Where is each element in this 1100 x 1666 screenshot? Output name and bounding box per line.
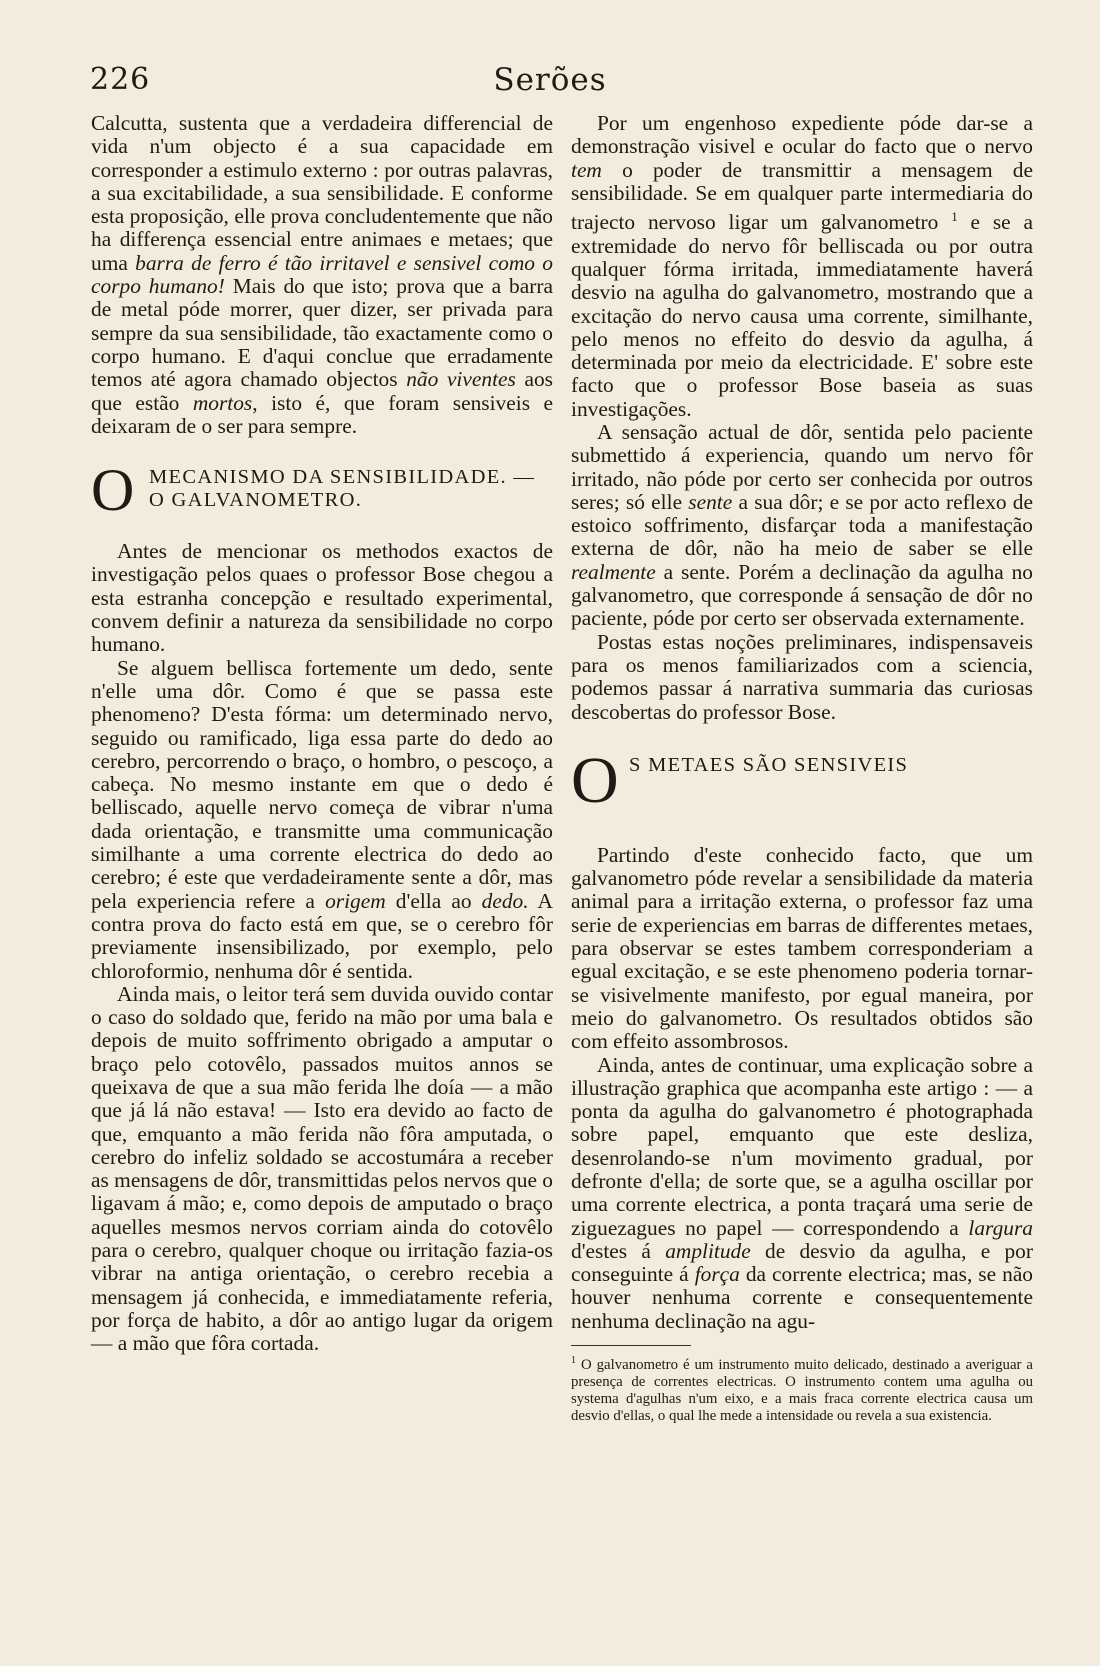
- right-column: [571, 112, 1033, 1425]
- italic-phrase: barra de ferro é tão irritavel e sensivel como o corpo humano!: [91, 250, 553, 299]
- paragraph: Por um engenhoso expediente póde dar-se a demonstração visivel e ocular do facto que o nervo tem o poder de transmittir a mensagem de sensibilidade. Se em qualquer parte intermediaria do trajecto nervoso ligar um galvanometro $^1$ e se a extremidade do nervo fôr belliscada ou por outra qualquer fórma irritada, immediatamente haverá desvio na agulha do galvanometro, mostrando que a excitação do nervo causa uma corrente, similhante, pelo menos no effeito do desvio da agulha, á determinada por meio da electricidade. E' sobre este facto que o professor Bose baseia as suas investigações.: [571, 111, 1033, 421]
- paragraph: Ainda, antes de continuar, uma explicação sobre a illustração graphica que acompanha este artigo : — a ponta da agulha do galvanometro é photographada sobre papel, emquanto que este desliza, desenrolando-se n'um movimento gradual, por defronte d'ella; de sorte que, se a agulha oscillar por uma corrente electrica, a ponta traçará uma serie de ziguezagues no papel — correspondendo a largura d'estes á amplitude de desvio da agulha, e por conseguinte á força da corrente electrica; mas, se não houver nenhuma corrente e consequentemente nenhuma declinação na agu-: [571, 1052, 1034, 1333]
- paragraph: Partindo d'este conhecido facto, que um galvanometro póde revelar a sensibilidade da materia animal para a irritação externa, o professor faz uma serie de experiencias em barras de differentes metaes, para observar se estes tambem corresponderiam a egual excitação, e se este phenomeno poderia tornar-se visivelmente manifesto, por egual maneira, por meio do galvanometro. Os resultados obtidos são com effeito assombrosos.: [571, 842, 1033, 1054]
- paragraph: Antes de mencionar os methodos exactos de investigação pelos quaes o professor Bose chegou a esta estranha concepção e resultado experimental, convem definir a natureza da sensibilidade no corpo humano.: [91, 539, 553, 657]
- italic-word: realmente: [571, 559, 656, 584]
- italic-word: força: [694, 1262, 740, 1287]
- paragraph: Postas estas noções preliminares, indispensaveis para os menos familiarizados com a sciencia, podemos passar á narrativa summaria das curiosas descobertas do professor Bose.: [571, 629, 1033, 724]
- section-heading: [571, 743, 1033, 817]
- footnote-divider: [571, 1345, 691, 1346]
- footnote: $^1$ O galvanometro é um instrumento muito delicado, destinado a averiguar a presença de correntes electricas. O instrumento contem uma agulha ou systema d'agulhas n'um eixo, e a mais fraca corrente electrica causa um desvio d'ellas, o qual lhe mede a intensidade ou revela a sua existencia.: [571, 1355, 1033, 1424]
- paragraph: Ainda mais, o leitor terá sem duvida ouvido contar o caso do soldado que, ferido na mão por uma bala e depois de muito soffrimento obrigado a amputar o braço pelo cotovêlo, passados muitos annos se queixava de que a sua mão ferida lhe doía — a mão que já lá não estava! — Isto era devido ao facto de que, emquanto a mão ferida não fôra amputada, o cerebro do infeliz soldado se accostumára a receber as mensagens de dôr, transmittidas pelos nervos que o ligavam á mão; e, como depois de amputado o braço aquelles mesmos nervos corriam ainda do cotovêlo para o cerebro, qualquer choque ou irritação fazia-os vibrar na antiga orientação, o cerebro recebia a mensagem já conhecida, e immediatamente referia, por força de habito, a dôr ao antigo lugar da origem — a mão que fôra cortada.: [91, 981, 553, 1356]
- footnote-mark: 1: [571, 1355, 576, 1367]
- left-column: [91, 112, 553, 1356]
- running-title: Serões: [493, 62, 607, 98]
- italic-word: amplitude: [665, 1238, 751, 1263]
- section-heading-text: S METAES SÃO SENSIVEIS: [629, 753, 909, 776]
- drop-cap: O: [91, 457, 135, 524]
- italic-phrase: não viventes: [406, 367, 516, 392]
- paragraph: Calcutta, sustenta que a verdadeira differencial de vida n'um objecto é a sua capacidade em corresponder a estimulo externo : por outras palavras, a sua excitabilidade, a sua sensibilidade. E conforme esta proposição, elle prova concludentemente que não ha differença essencial entre animaes e metaes; que uma barra de ferro é tão irritavel e sensivel como o corpo humano! Mais do que isto; prova que a barra de metal póde morrer, quer dizer, ser privada para sempre da sua sensibilidade, tão exactamente como o corpo humano. E d'aqui conclue que erradamente temos até agora chamado objectos não viventes aos que estão mortos, isto é, que foram sensiveis e deixaram de o ser para sempre.: [91, 111, 554, 438]
- drop-cap: O: [571, 743, 619, 817]
- italic-word: largura: [968, 1215, 1033, 1240]
- italic-word: origem: [325, 888, 386, 913]
- italic-word: tem: [571, 157, 602, 182]
- paragraph: Se alguem bellisca fortemente um dedo, sente n'elle uma dôr. Como é que se passa este phenomeno? D'esta fórma: um determinado nervo, seguido ou ramificado, liga essa parte do dedo ao cerebro, percorrendo o braço, o hombro, o pescoço, a cabeça. No mesmo instante em que o dedo é belliscado, aquelle nervo começa de vibrar n'uma dada orientação, e transmitte uma communicação similhante a uma corrente electrica do dedo ao cerebro; é este que verdadeiramente sente a dôr, mas pela experiencia refere a origem d'ella ao dedo. A contra prova do facto está em que, se o cerebro fôr previamente insensibilizado, por exemplo, pelo chloroformio, nenhuma dôr é sentida.: [91, 655, 554, 983]
- paragraph: A sensação actual de dôr, sentida pelo paciente submettido á experiencia, quando um nervo fôr irritado, não póde por certo ser conhecida por outros seres; só elle sente a sua dôr; e se por acto reflexo de estoico soffrimento, disfarçar toda a manifestação externa de dôr, não ha meio de saber se elle realmente a sente. Porém a declinação da agulha no galvanometro, que corresponde á sensação de dôr no paciente, póde por certo ser observada externamente.: [571, 419, 1034, 631]
- italic-word: dedo.: [481, 888, 529, 913]
- italic-phrase: mortos: [192, 390, 253, 415]
- section-heading: [91, 457, 553, 524]
- footnote-reference: 1: [951, 209, 958, 225]
- page-number: 226: [90, 62, 151, 97]
- italic-word: sente: [688, 489, 733, 514]
- section-heading-text: MECANISMO DA SENSIBILIDADE. — O GALVANOMETRO.: [149, 466, 536, 512]
- page-header: [90, 62, 1010, 106]
